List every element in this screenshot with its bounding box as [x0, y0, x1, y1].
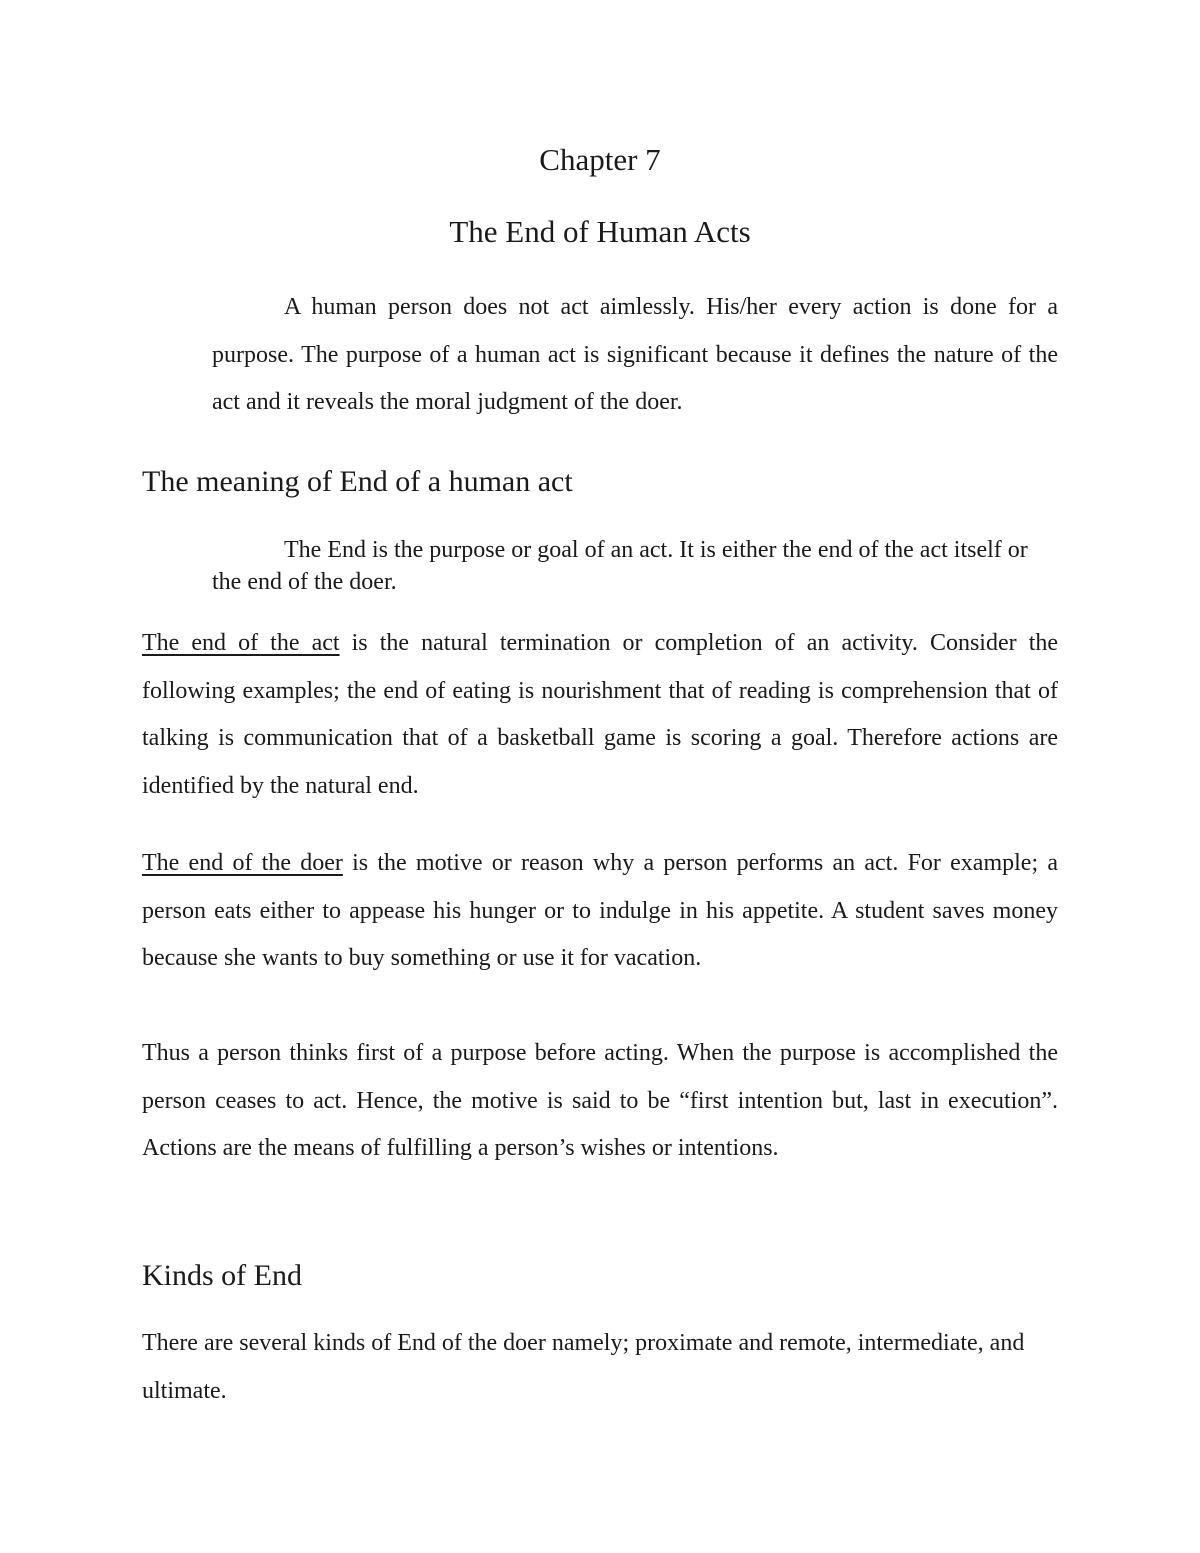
chapter-title: The End of Human Acts: [449, 214, 751, 249]
end-of-act-paragraph: [142, 620, 1058, 810]
section-heading-kinds: Kinds of End: [142, 1259, 302, 1292]
end-of-doer-paragraph: [142, 840, 1058, 983]
intro-paragraph: A human person does not act aimlessly. His/her every action is done for a purpose. The purpose of a human act is significant because it defines the nature of the act and it reveals the moral judgment of the doer.: [212, 294, 1058, 415]
end-of-doer-text: is the motive or reason why a person performs an act. For example; a person eats either to appease his hunger or to indulge in his appetite. A student saves money because she wants to buy something or use it for vacation.: [142, 850, 1059, 971]
chapter-number: Chapter 7: [539, 142, 661, 177]
end-of-doer-term: The end of the doer: [142, 850, 343, 876]
end-of-act-text: is the natural termination or completion of an activity. Consider the following examples; the end of eating is nourishment that of reading is comprehension that of talking is communication that of a basketball game is scoring a goal. Therefore actions are identified by the natural end.: [142, 630, 1059, 799]
kinds-paragraph: There are several kinds of End of the doer namely; proximate and remote, intermediate, and ultimate.: [142, 1330, 1025, 1404]
end-of-act-term: The end of the act: [142, 630, 340, 656]
definition-paragraph: The End is the purpose or goal of an act. It is either the end of the act itself or the end of the doer.: [212, 537, 1028, 595]
section-heading-meaning: The meaning of End of a human act: [142, 465, 573, 498]
thus-paragraph: Thus a person thinks first of a purpose before acting. When the purpose is accomplished the person ceases to act. Hence, the motive is said to be “first intention but, last in execution”. Actions are the means of fulfilling a person’s wishes or intentions.: [142, 1040, 1058, 1161]
